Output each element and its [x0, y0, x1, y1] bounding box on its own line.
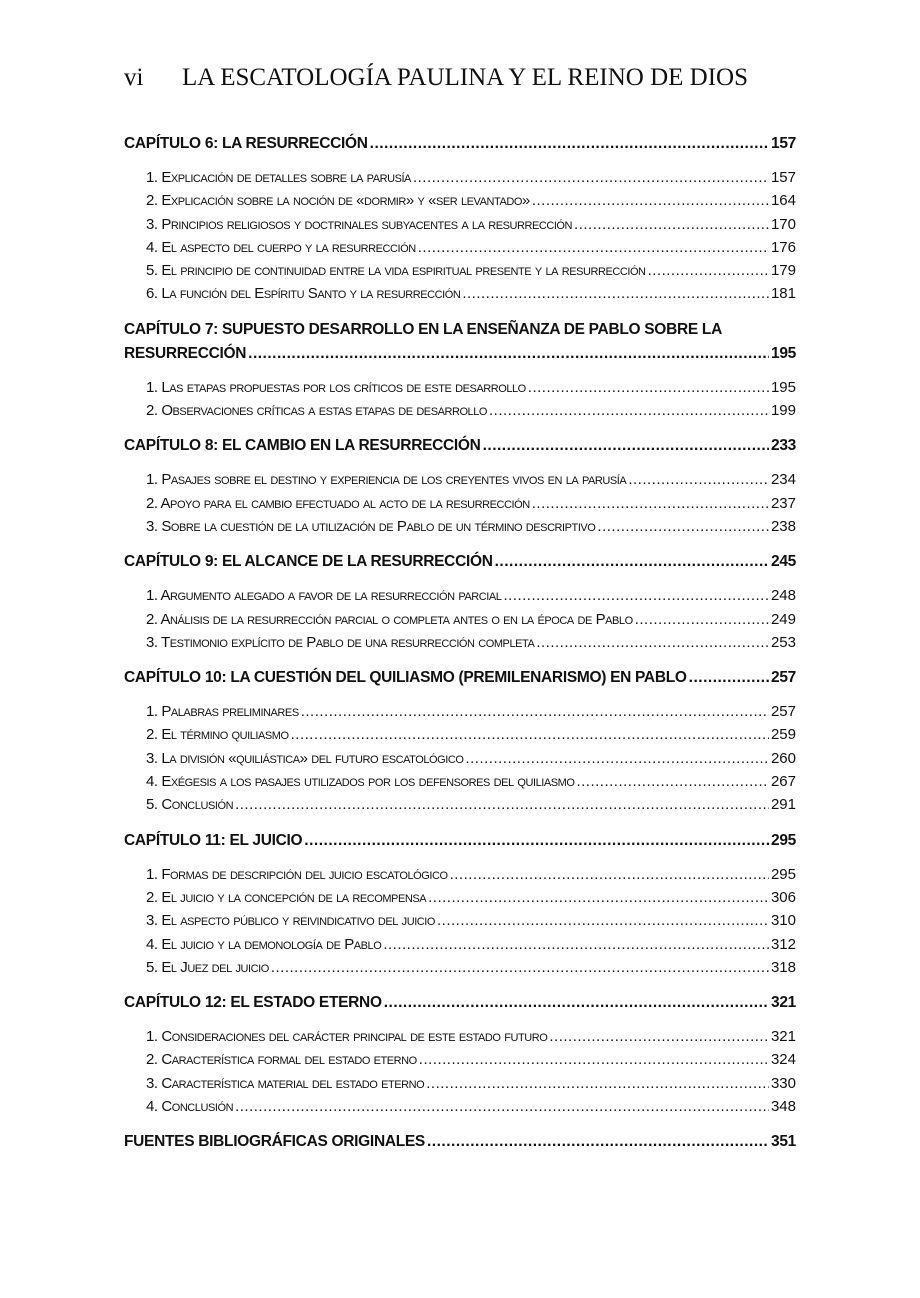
section-page: 237 [770, 494, 796, 512]
section-title: 1. Palabras preliminares [146, 703, 299, 721]
toc-section[interactable] [146, 399, 796, 422]
dot-leader [689, 666, 769, 690]
toc-section[interactable] [146, 770, 796, 793]
toc-section[interactable] [146, 631, 796, 654]
section-title: 5. Conclusión [146, 796, 234, 814]
section-list [146, 468, 796, 538]
toc-section[interactable] [146, 956, 796, 979]
dot-leader [384, 991, 769, 1015]
toc-section[interactable] [146, 166, 796, 189]
dot-leader [576, 770, 769, 793]
toc-chapter[interactable] [124, 991, 796, 1015]
dot-leader [483, 434, 769, 458]
chapter-title: FUENTES BIBLIOGRÁFICAS ORIGINALES [124, 1133, 425, 1151]
section-page: 234 [770, 471, 796, 489]
dot-leader [503, 584, 769, 607]
dot-leader [383, 933, 769, 956]
section-page: 181 [770, 285, 796, 303]
toc-section[interactable] [146, 1072, 796, 1095]
chapter-page: 245 [771, 553, 796, 571]
toc-chapter[interactable] [124, 829, 796, 853]
toc-section[interactable] [146, 213, 796, 236]
section-page: 267 [770, 773, 796, 791]
toc-section[interactable] [146, 1048, 796, 1071]
toc-section[interactable] [146, 189, 796, 212]
toc-section[interactable] [146, 259, 796, 282]
section-page: 238 [770, 517, 796, 535]
toc-section[interactable] [146, 909, 796, 932]
dot-leader [574, 213, 769, 236]
section-page: 176 [770, 238, 796, 256]
section-page: 306 [770, 888, 796, 906]
section-page: 295 [770, 865, 796, 883]
section-page: 348 [770, 1098, 796, 1116]
dot-leader [428, 886, 769, 909]
section-page: 324 [770, 1051, 796, 1069]
section-page: 199 [770, 402, 796, 420]
section-page: 195 [770, 378, 796, 396]
toc-chapter[interactable] [124, 132, 796, 156]
section-title: 3. Sobre la cuestión de la utilización de Pablo de un término descriptivo [146, 517, 596, 535]
section-title: 2. El juicio y la concepción de la recompensa [146, 888, 427, 906]
section-page: 157 [770, 169, 796, 186]
dot-leader [427, 1130, 769, 1154]
chapter-title: CAPÍTULO 8: EL CAMBIO EN LA RESURRECCIÓN [124, 437, 481, 455]
dot-leader [489, 399, 769, 422]
dot-leader [628, 468, 769, 491]
toc-section[interactable] [146, 282, 796, 305]
section-title: 1. Pasajes sobre el destino y experiencia de los creyentes vivos en la parusía [146, 471, 627, 489]
section-title: 2. Apoyo para el cambio efectuado al acto de la resurrección [146, 494, 530, 512]
dot-leader [426, 1072, 769, 1095]
section-title: 5. El principio de continuidad entre la vida espiritual presente y la resurrección [146, 262, 646, 280]
section-page: 249 [770, 610, 796, 628]
section-list [146, 166, 796, 306]
section-page: 248 [770, 587, 796, 605]
section-title: 2. Característica formal del estado eterno [146, 1051, 417, 1069]
section-page: 164 [770, 192, 796, 210]
chapter-title: CAPÍTULO 12: EL ESTADO ETERNO [124, 994, 382, 1012]
dot-leader [419, 1048, 769, 1071]
section-title: 4. El aspecto del cuerpo y la resurrección [146, 238, 416, 256]
chapter-title: CAPÍTULO 9: EL ALCANCE DE LA RESURRECCIÓN [124, 553, 493, 571]
chapter-page: 321 [771, 994, 796, 1012]
toc-section[interactable] [146, 700, 796, 723]
section-title: 4. Exégesis a los pasajes utilizados por los defensores del quiliasmo [146, 773, 575, 791]
dot-leader [532, 189, 769, 212]
toc-section[interactable] [146, 933, 796, 956]
toc-section[interactable] [146, 1095, 796, 1118]
section-title: 3. Testimonio explícito de Pablo de una resurrección completa [146, 633, 535, 651]
chapter-title-line1: CAPÍTULO 7: SUPUESTO DESARROLLO EN LA ENSEÑANZA DE PABLO SOBRE LA [124, 320, 722, 338]
dot-leader [597, 515, 769, 538]
section-title: 2. Explicación sobre la noción de «dormir» y «ser levantado» [146, 192, 530, 210]
dot-leader [462, 282, 769, 305]
section-title: 3. La división «quiliástica» del futuro escatológico [146, 749, 464, 767]
chapter-title: CAPÍTULO 6: LA RESURRECCIÓN [124, 135, 368, 152]
section-title: 3. El aspecto público y reivindicativo del juicio [146, 912, 436, 930]
toc-section[interactable] [146, 723, 796, 746]
dot-leader [413, 166, 769, 189]
section-page: 260 [770, 749, 796, 767]
dot-leader [532, 492, 769, 515]
dot-leader [635, 608, 769, 631]
toc-section[interactable] [146, 468, 796, 491]
section-page: 259 [770, 726, 796, 744]
section-list [146, 700, 796, 816]
dot-leader [450, 863, 769, 886]
section-page: 312 [770, 935, 796, 953]
section-page: 330 [770, 1074, 796, 1092]
chapter-page: 351 [771, 1133, 796, 1151]
chapter-title: CAPÍTULO 11: EL JUICIO [124, 831, 303, 849]
toc-section[interactable] [146, 886, 796, 909]
section-list [146, 376, 796, 423]
section-title: 6. La función del Espíritu Santo y la resurrección [146, 285, 461, 303]
toc-section[interactable] [146, 1025, 796, 1048]
toc-section[interactable] [146, 492, 796, 515]
section-list [146, 584, 796, 654]
dot-leader [465, 747, 769, 770]
toc-section[interactable] [146, 793, 796, 816]
section-list [146, 863, 796, 979]
toc-section[interactable] [146, 236, 796, 259]
toc-chapter[interactable] [124, 666, 796, 690]
chapter-page: 257 [771, 669, 796, 687]
section-title: 2. El término quiliasmo [146, 726, 289, 744]
toc-chapter[interactable] [124, 434, 796, 458]
toc-section[interactable] [146, 747, 796, 770]
section-page: 170 [770, 215, 796, 233]
dot-leader [528, 376, 769, 399]
dot-leader [235, 793, 769, 816]
section-title: 1. Formas de descripción del juicio escatológico [146, 865, 448, 883]
dot-leader [418, 236, 769, 259]
section-list [146, 1025, 796, 1118]
section-title: 4. Conclusión [146, 1098, 234, 1116]
chapter-page: 195 [771, 344, 796, 362]
toc-section[interactable] [146, 515, 796, 538]
section-title: 2. Observaciones críticas a estas etapas de desarrollo [146, 402, 488, 420]
toc-section[interactable] [146, 584, 796, 607]
dot-leader [304, 829, 769, 853]
section-page: 321 [770, 1028, 796, 1046]
dot-leader [648, 259, 769, 282]
section-title: 2. Análisis de la resurrección parcial o completa antes o en la época de Pablo [146, 610, 633, 628]
dot-leader [271, 956, 769, 979]
chapter-page: 157 [771, 135, 796, 152]
section-title: 1. Argumento alegado a favor de la resurrección parcial [146, 587, 502, 605]
toc-chapter[interactable] [124, 318, 796, 366]
chapter-title: CAPÍTULO 10: LA CUESTIÓN DEL QUILIASMO (PREMILENARISMO) EN PABLO [124, 669, 687, 687]
section-page: 179 [770, 262, 796, 280]
dot-leader [495, 550, 769, 574]
page-folio: vi [124, 64, 144, 91]
chapter-title-line2: RESURRECCIÓN [124, 344, 247, 362]
dot-leader [301, 700, 769, 723]
toc-chapter[interactable] [124, 550, 796, 574]
section-title: 1. Consideraciones del carácter principal de este estado futuro [146, 1028, 548, 1046]
chapter-page: 295 [771, 831, 796, 849]
running-header [124, 64, 748, 92]
dot-leader [437, 909, 769, 932]
dot-leader [248, 342, 769, 366]
section-title: 3. Principios religiosos y doctrinales subyacentes a la resurrección [146, 215, 573, 233]
toc-section[interactable] [146, 863, 796, 886]
section-title: 1. Las etapas propuestas por los críticos de este desarrollo [146, 378, 526, 396]
section-title: 4. El juicio y la demonología de Pablo [146, 935, 382, 953]
section-page: 257 [770, 703, 796, 721]
section-page: 291 [770, 796, 796, 814]
section-page: 253 [770, 633, 796, 651]
dot-leader [549, 1025, 769, 1048]
section-page: 318 [770, 958, 796, 976]
toc-section[interactable] [146, 608, 796, 631]
toc-bibliography[interactable] [124, 1130, 796, 1154]
dot-leader [235, 1095, 769, 1118]
table-of-contents [124, 132, 796, 1154]
section-title: 5. El Juez del juicio [146, 958, 269, 976]
section-page: 310 [770, 912, 796, 930]
section-title: 3. Característica material del estado eterno [146, 1074, 425, 1092]
dot-leader [291, 723, 769, 746]
chapter-page: 233 [771, 437, 796, 455]
toc-section[interactable] [146, 376, 796, 399]
dot-leader [536, 631, 769, 654]
section-title: 1. Explicación de detalles sobre la parusía [146, 169, 411, 186]
dot-leader [370, 132, 769, 156]
running-title: LA ESCATOLOGÍA PAULINA Y EL REINO DE DIOS [182, 64, 748, 91]
